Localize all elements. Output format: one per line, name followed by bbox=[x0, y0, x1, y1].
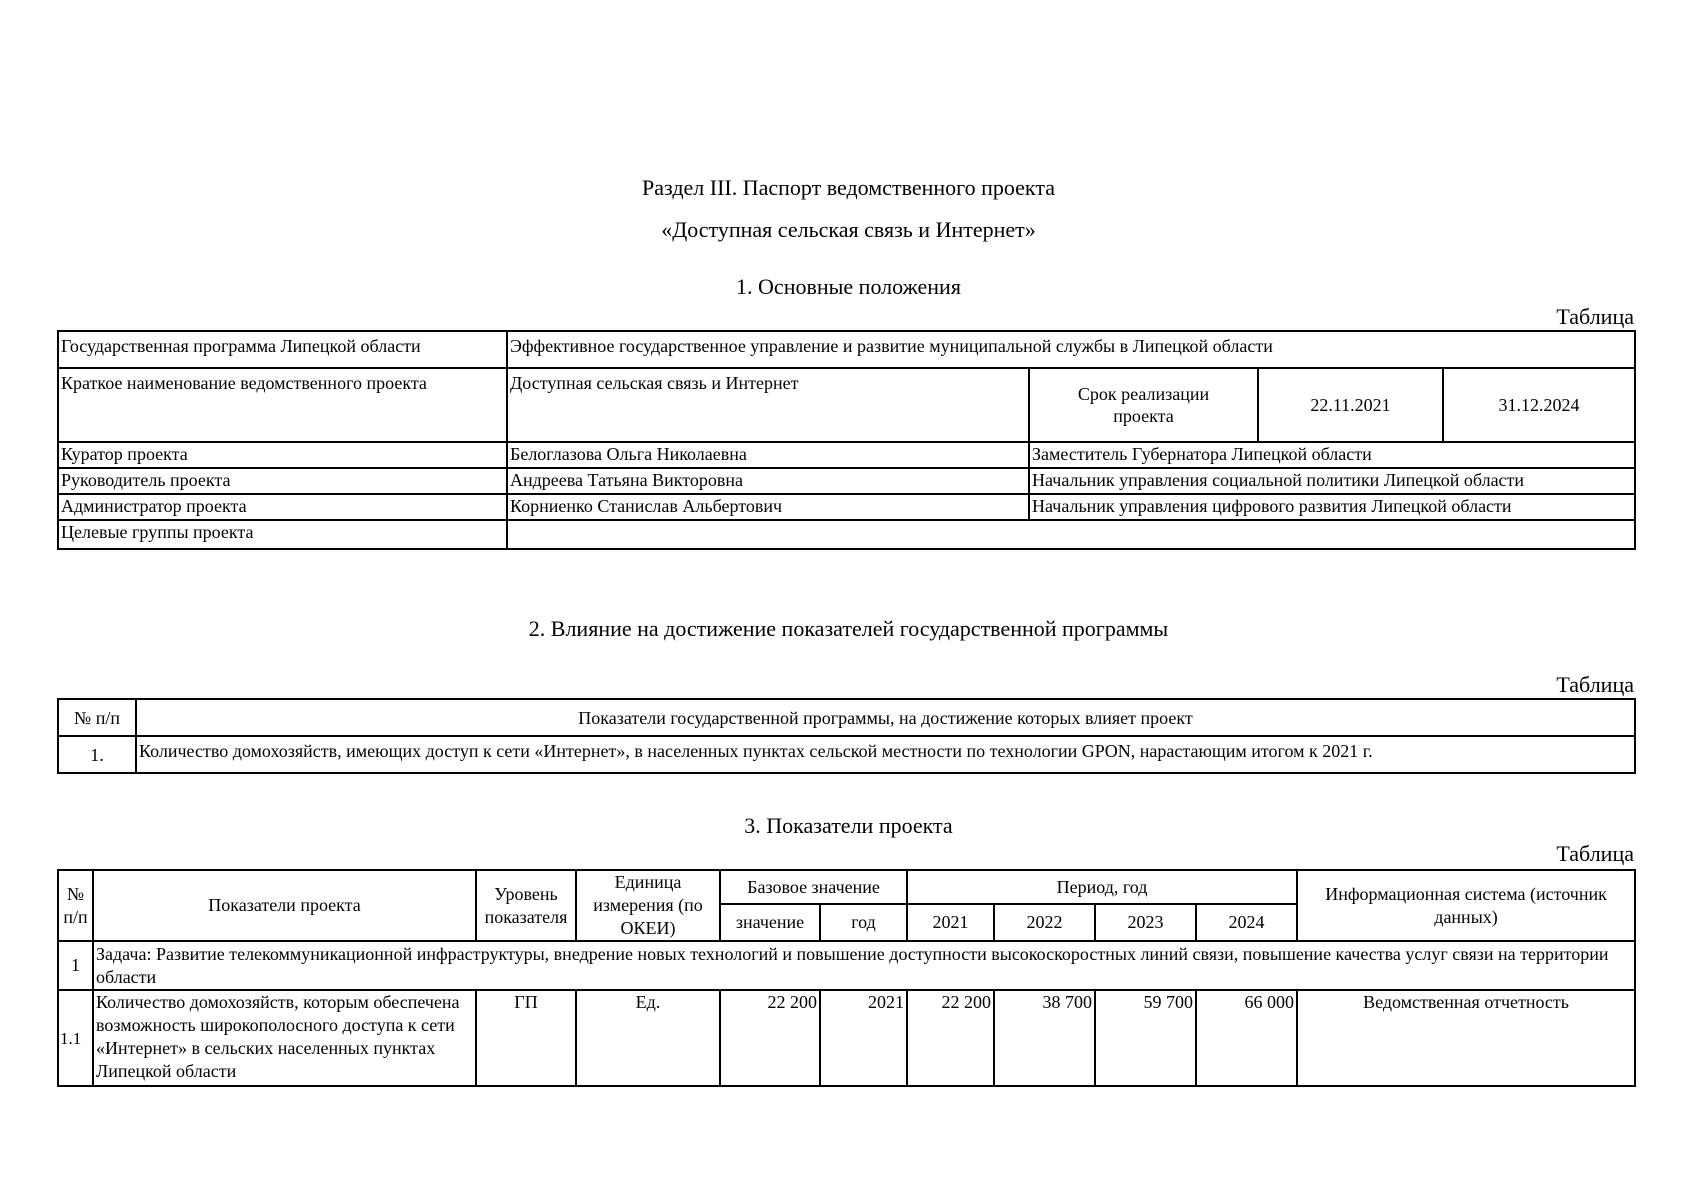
admin-label: Администратор проекта bbox=[58, 494, 507, 520]
header-base-year: год bbox=[820, 904, 907, 941]
head-name: Андреева Татьяна Викторовна bbox=[507, 468, 1029, 494]
header-year-2022: 2022 bbox=[994, 904, 1095, 941]
section-title: Раздел III. Паспорт ведомственного проекта bbox=[642, 175, 1055, 200]
header-unit: Единица измерения (по ОКЕИ) bbox=[576, 870, 720, 941]
project-name: «Доступная сельская связь и Интернет» bbox=[661, 217, 1036, 242]
short-name-value: Доступная сельская связь и Интернет bbox=[507, 368, 1029, 442]
row-num: 1.1 bbox=[58, 990, 93, 1086]
section1-table-label: Таблица bbox=[1556, 304, 1634, 329]
row-value-2024: 66 000 bbox=[1196, 990, 1297, 1086]
row-value-2022: 38 700 bbox=[994, 990, 1095, 1086]
head-position: Начальник управления социальной политики Липецкой области bbox=[1029, 468, 1635, 494]
project-indicators-table bbox=[57, 869, 1636, 1087]
term-start: 22.11.2021 bbox=[1258, 368, 1443, 442]
head-label: Руководитель проекта bbox=[58, 468, 507, 494]
header-info-system: Информационная система (источник данных) bbox=[1297, 870, 1635, 941]
section3-heading: 3. Показатели проекта bbox=[744, 813, 953, 838]
target-groups-value bbox=[507, 520, 1635, 549]
indicator-num: 1. bbox=[58, 736, 136, 773]
section2-heading: 2. Влияние на достижение показателей государственной программы bbox=[528, 616, 1169, 641]
indicator-text: Количество домохозяйств, имеющих доступ к сети «Интернет», в населенных пунктах сельской местности по технологии GPON, нарастающим итогом к 2021 г. bbox=[136, 736, 1635, 773]
header-year-2021: 2021 bbox=[907, 904, 994, 941]
header-level: Уровень показателя bbox=[476, 870, 576, 941]
header-year-2024: 2024 bbox=[1196, 904, 1297, 941]
row-value-2021: 22 200 bbox=[907, 990, 994, 1086]
section2-table-label: Таблица bbox=[1556, 672, 1634, 697]
section3-table-label: Таблица bbox=[1556, 841, 1634, 866]
header-period: Период, год bbox=[907, 870, 1297, 904]
program-value: Эффективное государственное управление и развитие муниципальной службы в Липецкой области bbox=[507, 331, 1635, 368]
row-indicator: Количество домохозяйств, которым обеспечена возможность широкополосного доступа к сети «Интернет» в сельских населенных пунктах Липецкой области bbox=[93, 990, 476, 1086]
row-value-2023: 59 700 bbox=[1095, 990, 1196, 1086]
curator-name: Белоглазова Ольга Николаевна bbox=[507, 442, 1029, 468]
header-indicator: Показатели проекта bbox=[93, 870, 476, 941]
term-end: 31.12.2024 bbox=[1443, 368, 1635, 442]
header-year-2023: 2023 bbox=[1095, 904, 1196, 941]
row-base-year: 2021 bbox=[820, 990, 907, 1086]
program-influence-table bbox=[57, 698, 1636, 774]
target-groups-label: Целевые группы проекта bbox=[58, 520, 507, 549]
basic-provisions-table bbox=[57, 330, 1636, 550]
curator-position: Заместитель Губернатора Липецкой области bbox=[1029, 442, 1635, 468]
header-base-value: значение bbox=[720, 904, 820, 941]
row-unit: Ед. bbox=[576, 990, 720, 1086]
row-source: Ведомственная отчетность bbox=[1297, 990, 1635, 1086]
task-num: 1 bbox=[58, 941, 93, 990]
header-num: № п/п bbox=[58, 870, 93, 941]
term-label: Срок реализации проекта bbox=[1029, 368, 1258, 442]
task-text: Задача: Развитие телекоммуникационной инфраструктуры, внедрение новых технологий и повышение доступности высокоскоростных линий связи, повышение качества услуг связи на территории области bbox=[93, 941, 1635, 990]
admin-name: Корниенко Станислав Альбертович bbox=[507, 494, 1029, 520]
col-num-header: № п/п bbox=[58, 699, 136, 736]
curator-label: Куратор проекта bbox=[58, 442, 507, 468]
header-base: Базовое значение bbox=[720, 870, 907, 904]
row-level: ГП bbox=[476, 990, 576, 1086]
row-base-value: 22 200 bbox=[720, 990, 820, 1086]
short-name-label: Краткое наименование ведомственного проекта bbox=[58, 368, 507, 442]
program-label: Государственная программа Липецкой области bbox=[58, 331, 507, 368]
col-indicators-header: Показатели государственной программы, на достижение которых влияет проект bbox=[136, 699, 1635, 736]
section1-heading: 1. Основные положения bbox=[736, 274, 961, 299]
admin-position: Начальник управления цифрового развития Липецкой области bbox=[1029, 494, 1635, 520]
